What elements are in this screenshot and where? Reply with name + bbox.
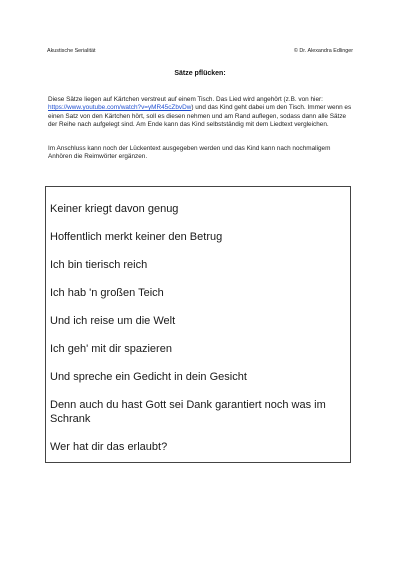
youtube-link[interactable]: https://www.youtube.com/watch?v=yMR45cZbvDw (48, 104, 192, 112)
sentence-item: Denn auch du hast Gott sei Dank garantiert noch was im Schrank (50, 399, 326, 425)
sentence-item: Ich geh' mit dir spazieren (50, 343, 172, 355)
sentence-list (50, 203, 348, 469)
header-copyright-text: © Dr. Alexandra Edlinger (293, 48, 353, 54)
sentence-item: Ich hab 'n großen Teich (50, 287, 164, 299)
sentence-item: Wer hat dir das erlaubt? (50, 440, 168, 453)
intro-text-after-link: ) und das Kind geht dabei um den Tisch. Immer wenn es einen Satz von den Kärtchen hört, soll es diesen nehmen und am Rand auflegen, sodass dann alle Sätze der Reihe nach aufgelegt sind. Am Ende kann das Kind selbstständig mit dem Liedtext vergleichen. (48, 104, 352, 129)
page-header (47, 48, 353, 55)
sentence-box (45, 186, 351, 463)
followup-paragraph: Im Anschluss kann noch der Lückentext ausgegeben werden und das Kind kann nach nochmaligem Anhören die Reimwörter ergänzen. (48, 145, 331, 161)
sentence-item: Hoffentlich merkt keiner den Betrug (50, 231, 223, 243)
header-left-text: Akustische Serialität (47, 48, 96, 54)
sentence-item: Und spreche ein Gedicht in dein Gesicht (50, 371, 247, 383)
intro-paragraph (48, 96, 354, 130)
sentence-item: Und ich reise um die Welt (50, 315, 176, 327)
intro-text-before-link: Diese Sätze liegen auf Kärtchen verstreut auf einem Tisch. Das Lied wird angehört (z.B. von hier: (48, 96, 323, 103)
sentence-item: Ich bin tierisch reich (50, 259, 148, 271)
sentence-item: Keiner kriegt davon genug (50, 203, 179, 215)
page-title: Sätze pflücken: (174, 70, 226, 77)
